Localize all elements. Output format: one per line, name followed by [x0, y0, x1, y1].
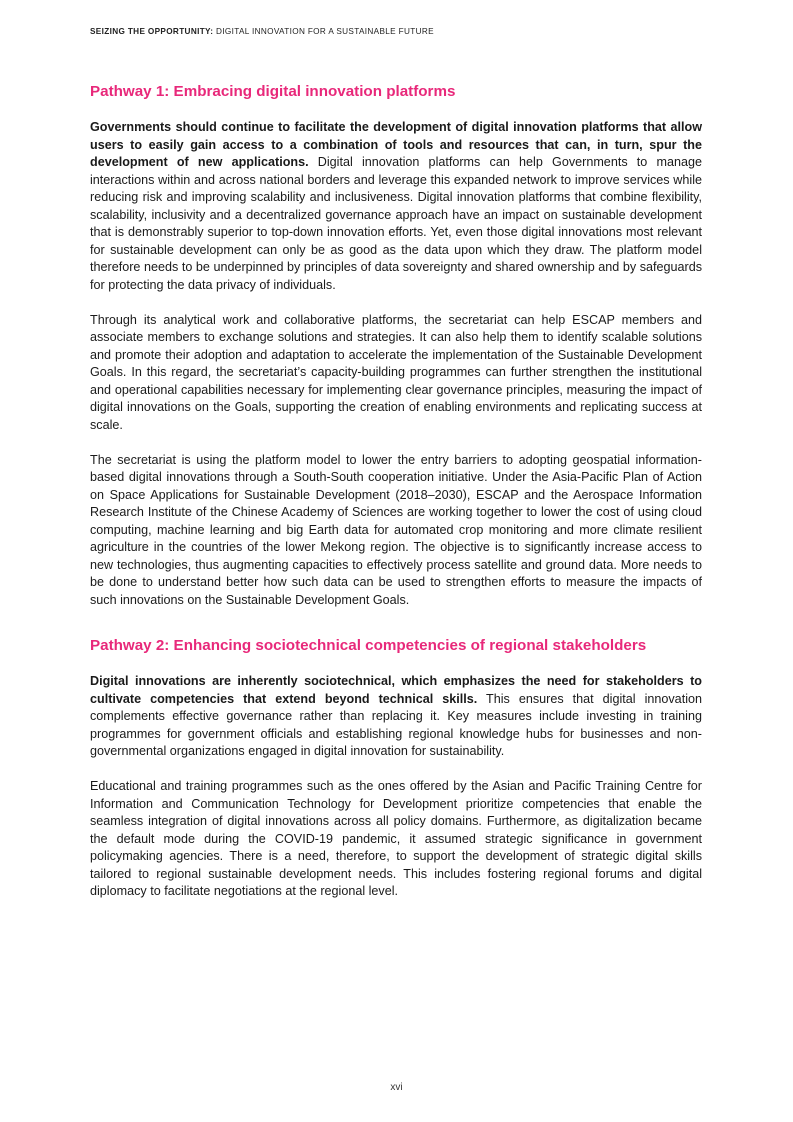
section-heading-pathway-2: Pathway 2: Enhancing sociotechnical competencies of regional stakeholders [90, 637, 647, 654]
section-heading-pathway-1: Pathway 1: Embracing digital innovation platforms [90, 83, 456, 100]
paragraph-text: Educational and training programmes such as the ones offered by the Asian and Pacific Training Centre for Information and Communication Technology for Development prioritize competencies that enable the seamless integration of digital innovations across all policy domains. Furthermore, as digitalization became the default mode during the COVID-19 pandemic, it assumed strategic significance in government policymaking agencies. There is a need, therefore, to support the development of strategic digital skills tailored to regional sustainable development needs. This includes fostering regional forums and digital diplomacy to facilitate negotiations at the regional level. [90, 779, 702, 898]
paragraph-text: Through its analytical work and collaborative platforms, the secretariat can help ESCAP members and associate members to exchange solutions and strategies. It can also help them to identify scalable solutions and promote their adoption and adaptation to accelerate the implementation of the Sustainable Development Goals. In this regard, the secretariat’s capacity-building programmes can further strengthen the institutional and operational capabilities necessary for implementing clear governance principles, measuring the impact of digital innovations on the Goals, supporting the creation of enabling environments and replicating success at scale. [90, 312, 702, 432]
page-number: xvi [390, 1082, 403, 1093]
paragraph [90, 119, 702, 294]
paragraph [90, 778, 702, 901]
paragraph-lead: Digital innovations are inherently sociotechnical, which emphasizes the need for stakeholders to cultivate competencies that extend beyond technical skills. [90, 674, 702, 706]
paragraph-text: Digital innovation platforms can help Governments to manage interactions within and across national borders and leverage this expanded network to improve services while reducing risk and improving scalability and inclusiveness. Digital innovation platforms that combine flexibility, scalability, inclusivity and a decentralized governance approach have an impact on sustainable development that is demonstrably superior to top-down innovation efforts. Yet, even those digital innovations most relevant for sustainable development can only be as good as the data upon which they draw. The platform model therefore needs to be underpinned by principles of data sovereignty and shared ownership and by safeguards for protecting the data privacy of individuals. [90, 155, 702, 292]
paragraph [90, 452, 702, 610]
paragraph [90, 312, 702, 435]
running-header-title: DIGITAL INNOVATION FOR A SUSTAINABLE FUTURE [213, 27, 434, 36]
running-header [90, 27, 434, 36]
paragraph-text: The secretariat is using the platform model to lower the entry barriers to adopting geospatial information-based digital innovations through a South-South cooperation initiative. Under the Asia-Pacific Plan of Action on Space Applications for Sustainable Development (2018–2030), ESCAP and the Aerospace Information Research Institute of the Chinese Academy of Sciences are working together to lower the cost of using cloud computing, machine learning and big Earth data for automated crop monitoring and more climate resilient agriculture in the countries of the lower Mekong region. The objective is to significantly increase access to new technologies, thus augmenting capacities to effectively process satellite and ground data. More needs to be done to understand better how such data can be used to strengthen efforts to measure the impacts of such innovations on the Sustainable Development Goals. [90, 452, 702, 607]
paragraph-text: This ensures that digital innovation complements effective governance rather than replacing it. Key measures include investing in training programmes for government officials and establishing regional knowledge hubs for businesses and non-governmental organizations engaged in digital innovation for sustainability. [90, 691, 702, 758]
paragraph-lead: Governments should continue to facilitate the development of digital innovation platforms that allow users to easily gain access to a combination of tools and resources that can, in turn, spur the development of new applications. [90, 120, 702, 169]
paragraph [90, 673, 702, 761]
page-content [90, 82, 702, 901]
running-header-bold: SEIZING THE OPPORTUNITY: [90, 27, 214, 36]
